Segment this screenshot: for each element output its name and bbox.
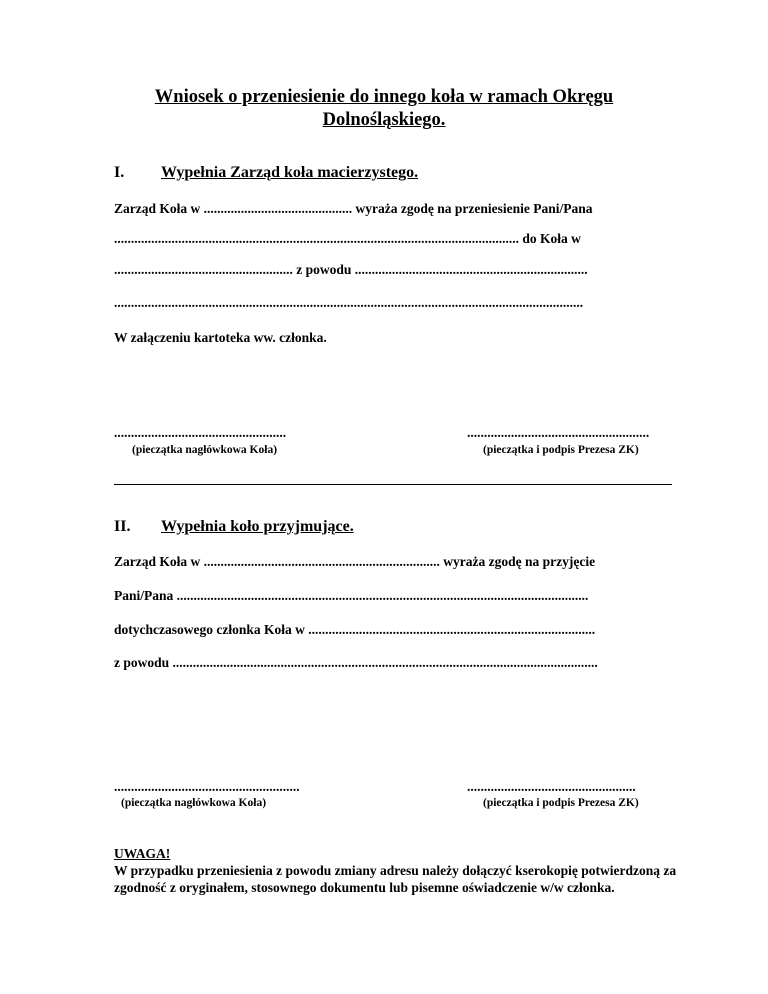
note-text: W przypadku przeniesienia z powodu zmiany adresu należy dołączyć kserokopię potwierdzoną za zgodność z oryginałem, stosownego dokumentu lub pisemne oświadczenie w/w członka. <box>114 863 677 895</box>
section1-line1: Zarząd Koła w ............................................ wyraża zgodę na przeniesienie Pani/Pana <box>114 201 593 216</box>
section2-signature-dots: .................................................. <box>467 779 636 794</box>
section2-line2: Pani/Pana .......................................................................................................................... <box>114 588 589 603</box>
section2-line1: Zarząd Koła w ...................................................................... wyraża zgodę na przyjęcie <box>114 554 596 569</box>
section2-line4: z powodu .............................................................................................................................. <box>114 655 598 670</box>
section1-attachment-note: W załączeniu kartoteka ww. członka. <box>114 330 327 345</box>
section2-stamp-caption: (pieczątka nagłówkowa Koła) <box>121 797 267 809</box>
section1-line3: ..................................................... z powodu ..................................................................... <box>114 262 588 277</box>
section1-signature-dots: ...................................................... <box>467 425 650 440</box>
section2-stamp-dots: ....................................................... <box>114 779 300 794</box>
section2-heading: Wypełnia koło przyjmujące. <box>161 518 354 535</box>
document-title <box>0 86 768 132</box>
note-block <box>114 845 714 896</box>
section1-heading: Wypełnia Zarząd koła macierzystego. <box>161 164 419 181</box>
section2-numeral: II. <box>114 518 131 535</box>
section1-stamp-dots: ................................................... <box>114 425 287 440</box>
section1-numeral: I. <box>114 164 125 181</box>
section2-line3: dotychczasowego członka Koła w ..................................................................................... <box>114 622 596 637</box>
section1-signature-caption: (pieczątka i podpis Prezesa ZK) <box>483 444 639 456</box>
section1-line2: ........................................................................................................................ do Koła w <box>114 231 581 246</box>
document-title-line1: Wniosek o przeniesienie do innego koła w ramach Okręgu <box>154 87 614 107</box>
section1-stamp-caption: (pieczątka nagłówkowa Koła) <box>132 444 278 456</box>
document-title-line2: Dolnośląskiego. <box>322 110 446 130</box>
note-title: UWAGA! <box>114 846 171 861</box>
section-divider <box>114 484 672 485</box>
section2-signature-caption: (pieczątka i podpis Prezesa ZK) <box>483 797 639 809</box>
section1-line4: ........................................................................................................................................... <box>114 295 584 310</box>
